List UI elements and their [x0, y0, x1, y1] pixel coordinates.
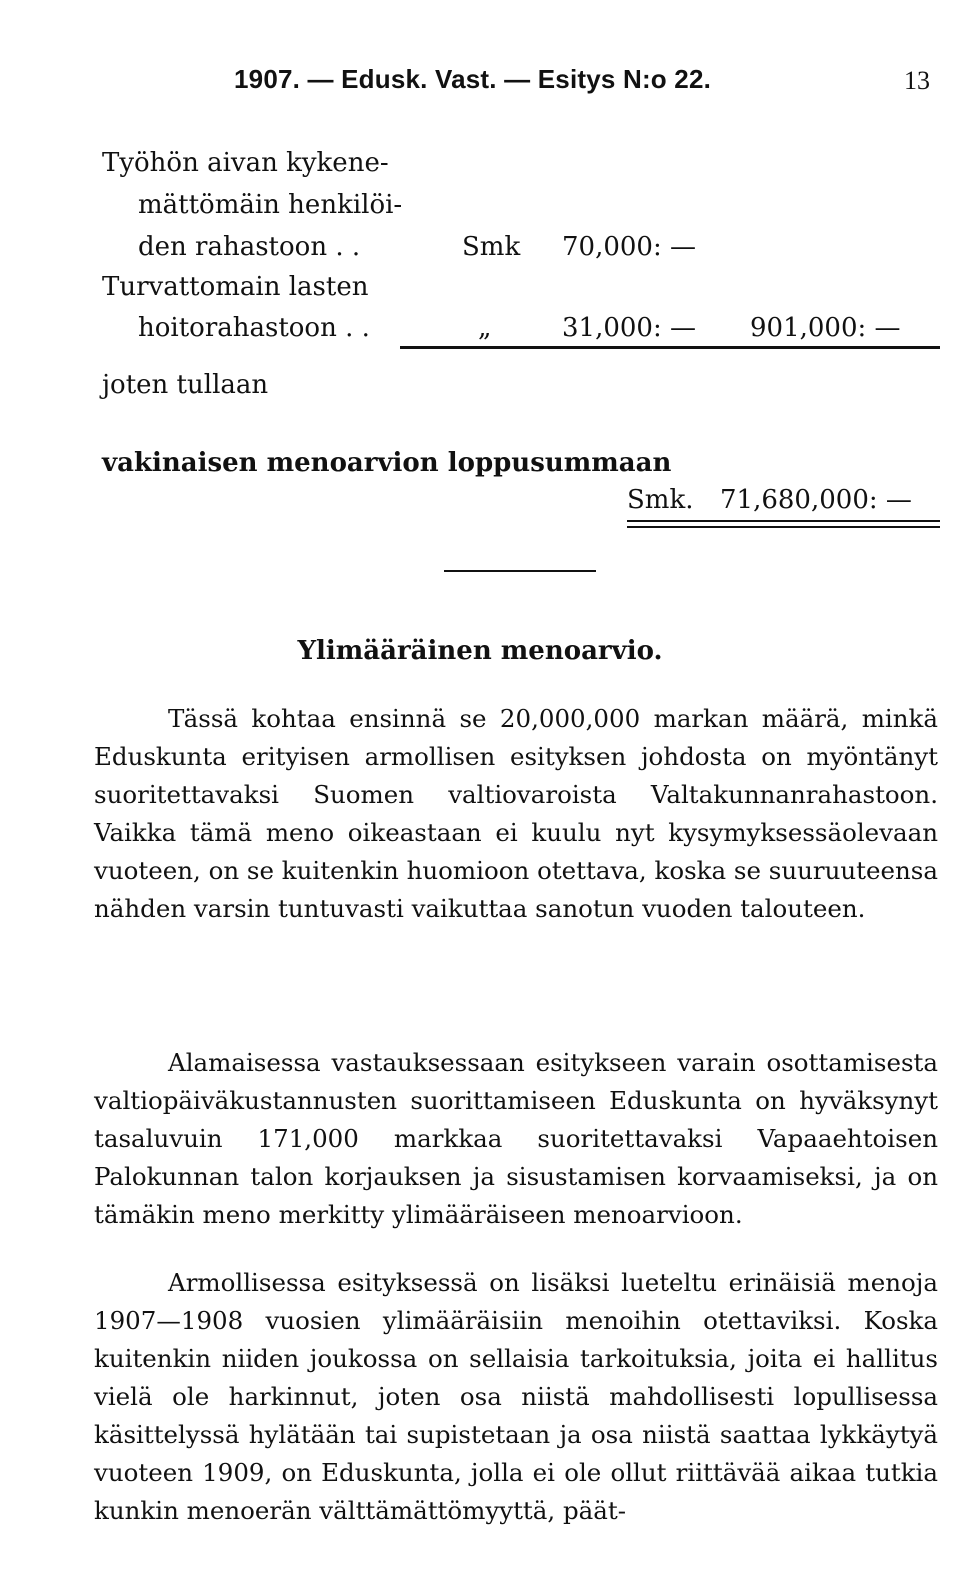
subtotal-rule: [400, 346, 940, 349]
section-separator: [444, 570, 596, 572]
total-double-rule-bottom: [627, 526, 940, 528]
paragraph-2-text: Alamaisessa vastauksessaan esitykseen varain osottamisesta valtiopäiväkustannusten suorittamiseen Eduskunta on hyväksynyt tasaluvuin 171,000 markkaa suoritettavaksi Vapaaehtoisen Palokunnan talon korjauksen ja sisustamisen korvaamiseksi, ja on tämäkin meno merkitty ylimääräiseen menoarvioon.: [94, 1048, 938, 1229]
paragraph-3: [94, 1264, 938, 1530]
ledger-line-3: den rahastoon . .: [138, 232, 361, 262]
ledger-line-5: hoitorahastoon . .: [138, 313, 370, 343]
ledger-line-4: Turvattomain lasten: [102, 272, 369, 302]
ledger-line-1: Työhön aivan kykene-: [102, 148, 389, 178]
total-currency: Smk.: [627, 485, 694, 515]
paragraph-1: [94, 700, 938, 928]
ledger-subtotal: 901,000: —: [750, 313, 901, 343]
section-heading: Ylimääräinen menoarvio.: [297, 636, 663, 666]
total-double-rule-top: [627, 520, 940, 522]
paragraph-1-text: Tässä kohtaa ensinnä se 20,000,000 markan määrä, minkä Eduskunta erityisen armollisen esityksen johdosta on myöntänyt suoritettavaksi Suomen valtiovaroista Valtakunnanrahastoon. Vaikka tämä meno oikeastaan ei kuulu nyt kysymyksessäolevaan vuoteen, on se kuitenkin huomioon otettava, koska se suuruuteensa nähden varsin tuntuvasti vaikuttaa sanotun vuoden talouteen.: [94, 704, 938, 923]
ledger-amount-2: 31,000: —: [562, 313, 696, 343]
ledger-amount-1: 70,000: —: [562, 232, 696, 262]
ledger-line-6: joten tullaan: [102, 370, 269, 400]
paragraph-2: [94, 1044, 938, 1234]
running-header: 1907. — Edusk. Vast. — Esitys N:o 22.: [234, 64, 712, 94]
ditto-mark: „: [478, 313, 492, 343]
ledger-line-2: mättömäin henkilöi-: [138, 190, 403, 220]
paragraph-3-text: Armollisessa esityksessä on lisäksi lueteltu erinäisiä menoja 1907—1908 vuosien ylimääräisiin menoihin otettaviksi. Koska kuitenkin niiden joukossa on sellaisia tarkoituksia, joita ei hallitus vielä ole harkinnut, joten osa niistä mahdollisesti lopullisessa käsittelyssä hylätään tai supistetaan ja osa niistä saattaa lykkäytyä vuoteen 1909, on Eduskunta, jolla ei ole ollut riittävää aikaa tutkia kunkin menoerän välttämättömyyttä, päät-: [94, 1268, 938, 1525]
ledger-currency: Smk: [462, 232, 521, 262]
page-number: 13: [904, 66, 930, 95]
ledger-line-7: vakinaisen menoarvion loppusummaan: [102, 448, 672, 478]
grand-total: 71,680,000: —: [720, 485, 912, 515]
